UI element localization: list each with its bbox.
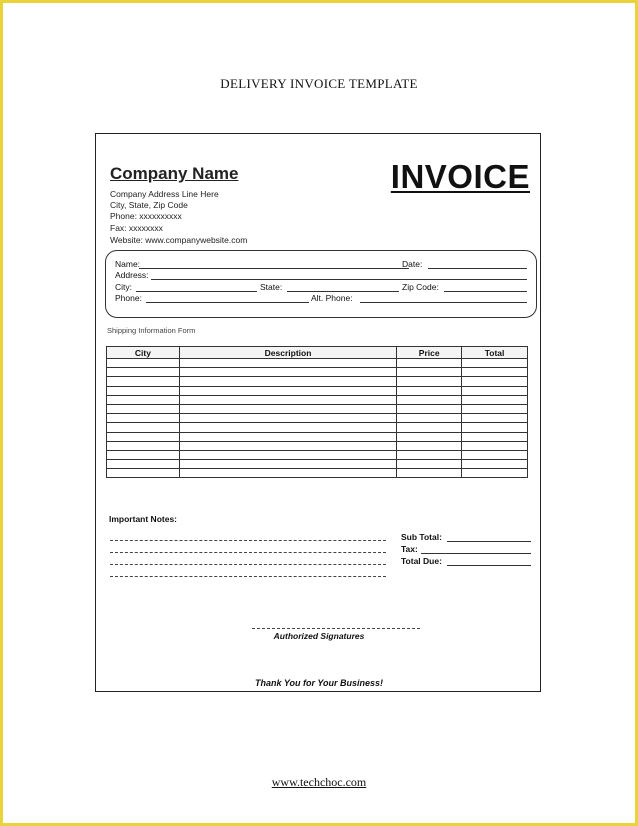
column-header-city: City xyxy=(107,347,180,359)
customer-row-address xyxy=(115,270,526,281)
table-cell[interactable] xyxy=(462,441,528,450)
customer-row-name xyxy=(115,259,526,270)
note-line[interactable] xyxy=(110,564,386,565)
table-cell[interactable] xyxy=(397,423,462,432)
table-cell[interactable] xyxy=(107,395,180,404)
table-row xyxy=(107,423,528,432)
table-row xyxy=(107,395,528,404)
table-cell[interactable] xyxy=(462,414,528,423)
date-field[interactable] xyxy=(428,268,527,269)
table-cell[interactable] xyxy=(179,460,396,469)
table-cell[interactable] xyxy=(107,460,180,469)
table-cell[interactable] xyxy=(179,386,396,395)
table-row xyxy=(107,460,528,469)
city-label: City: xyxy=(115,282,132,292)
table-cell[interactable] xyxy=(179,432,396,441)
table-cell[interactable] xyxy=(107,432,180,441)
total-due-row xyxy=(401,556,531,567)
table-cell[interactable] xyxy=(179,368,396,377)
items-table xyxy=(106,346,528,478)
name-label: Name: xyxy=(115,259,141,269)
table-cell[interactable] xyxy=(397,450,462,459)
date-label: Date: xyxy=(402,259,423,269)
table-cell[interactable] xyxy=(179,404,396,413)
total-due-field[interactable] xyxy=(447,565,531,566)
table-cell[interactable] xyxy=(397,368,462,377)
subtotal-label: Sub Total: xyxy=(401,532,442,542)
company-phone-line: Phone: xxxxxxxxxx xyxy=(110,211,182,221)
column-header-total: Total xyxy=(462,347,528,359)
table-cell[interactable] xyxy=(397,404,462,413)
table-cell[interactable] xyxy=(397,469,462,478)
table-cell[interactable] xyxy=(397,377,462,386)
table-cell[interactable] xyxy=(179,414,396,423)
table-cell[interactable] xyxy=(179,450,396,459)
table-row xyxy=(107,386,528,395)
table-cell[interactable] xyxy=(107,414,180,423)
document-title: DELIVERY INVOICE TEMPLATE xyxy=(220,76,418,91)
table-row xyxy=(107,377,528,386)
table-row xyxy=(107,469,528,478)
table-row xyxy=(107,450,528,459)
table-cell[interactable] xyxy=(179,359,396,368)
table-cell[interactable] xyxy=(462,359,528,368)
alt-phone-field[interactable] xyxy=(360,302,527,303)
tax-label: Tax: xyxy=(401,544,418,554)
table-row xyxy=(107,432,528,441)
company-city-line: City, State, Zip Code xyxy=(110,200,188,210)
table-cell[interactable] xyxy=(179,423,396,432)
invoice-sheet xyxy=(95,133,541,692)
signature-line[interactable] xyxy=(252,628,420,629)
city-field[interactable] xyxy=(136,291,257,292)
table-cell[interactable] xyxy=(107,469,180,478)
table-cell[interactable] xyxy=(179,377,396,386)
table-cell[interactable] xyxy=(107,386,180,395)
table-cell[interactable] xyxy=(107,359,180,368)
table-cell[interactable] xyxy=(462,377,528,386)
table-header-row xyxy=(107,347,528,359)
table-cell[interactable] xyxy=(107,423,180,432)
invoice-heading: INVOICE xyxy=(390,158,530,195)
footer-website-link[interactable]: www.techchoc.com xyxy=(271,775,367,789)
table-row xyxy=(107,414,528,423)
zip-label: Zip Code: xyxy=(402,282,439,292)
items-table-body xyxy=(107,359,528,478)
table-cell[interactable] xyxy=(179,395,396,404)
phone-label: Phone: xyxy=(115,293,142,303)
table-row xyxy=(107,368,528,377)
company-name: Company Name xyxy=(110,164,239,183)
alt-phone-label: Alt. Phone: xyxy=(311,293,353,303)
tax-row xyxy=(401,544,531,555)
address-field[interactable] xyxy=(151,279,527,280)
table-cell[interactable] xyxy=(462,469,528,478)
table-row xyxy=(107,359,528,368)
table-cell[interactable] xyxy=(462,423,528,432)
subtotal-field[interactable] xyxy=(447,541,531,542)
customer-row-city xyxy=(115,282,526,293)
table-cell[interactable] xyxy=(397,432,462,441)
table-cell[interactable] xyxy=(397,414,462,423)
shipping-form-label: Shipping Information Form xyxy=(107,326,196,335)
table-cell[interactable] xyxy=(462,368,528,377)
table-cell[interactable] xyxy=(107,441,180,450)
table-cell[interactable] xyxy=(397,460,462,469)
table-cell[interactable] xyxy=(179,469,396,478)
table-cell[interactable] xyxy=(462,386,528,395)
zip-field[interactable] xyxy=(444,291,527,292)
column-header-price: Price xyxy=(397,347,462,359)
table-cell[interactable] xyxy=(462,432,528,441)
total-due-label: Total Due: xyxy=(401,556,442,566)
phone-field[interactable] xyxy=(146,302,309,303)
address-label: Address: xyxy=(115,270,149,280)
table-cell[interactable] xyxy=(462,395,528,404)
table-cell[interactable] xyxy=(462,460,528,469)
company-address-line: Company Address Line Here xyxy=(110,189,219,199)
table-row xyxy=(107,441,528,450)
table-cell[interactable] xyxy=(179,441,396,450)
important-notes-label: Important Notes: xyxy=(109,514,177,524)
subtotal-row xyxy=(401,532,531,543)
table-cell[interactable] xyxy=(397,359,462,368)
note-line[interactable] xyxy=(110,576,386,577)
thank-you-message: Thank You for Your Business! xyxy=(254,678,384,688)
customer-row-phone xyxy=(115,293,526,304)
table-cell[interactable] xyxy=(397,386,462,395)
company-website-line: Website: www.companywebsite.com xyxy=(110,235,248,245)
name-field[interactable] xyxy=(139,268,409,269)
table-cell[interactable] xyxy=(107,404,180,413)
table-cell[interactable] xyxy=(462,404,528,413)
table-cell[interactable] xyxy=(107,450,180,459)
table-cell[interactable] xyxy=(107,377,180,386)
authorized-signatures-label: Authorized Signatures xyxy=(273,631,365,641)
table-cell[interactable] xyxy=(462,450,528,459)
column-header-description: Description xyxy=(179,347,396,359)
company-fax-line: Fax: xxxxxxxx xyxy=(110,223,163,233)
state-field[interactable] xyxy=(287,291,399,292)
table-cell[interactable] xyxy=(107,368,180,377)
note-line[interactable] xyxy=(110,540,386,541)
table-cell[interactable] xyxy=(397,395,462,404)
table-cell[interactable] xyxy=(397,441,462,450)
table-row xyxy=(107,404,528,413)
customer-info-box xyxy=(105,250,537,318)
state-label: State: xyxy=(260,282,283,292)
note-line[interactable] xyxy=(110,552,386,553)
tax-field[interactable] xyxy=(421,553,531,554)
